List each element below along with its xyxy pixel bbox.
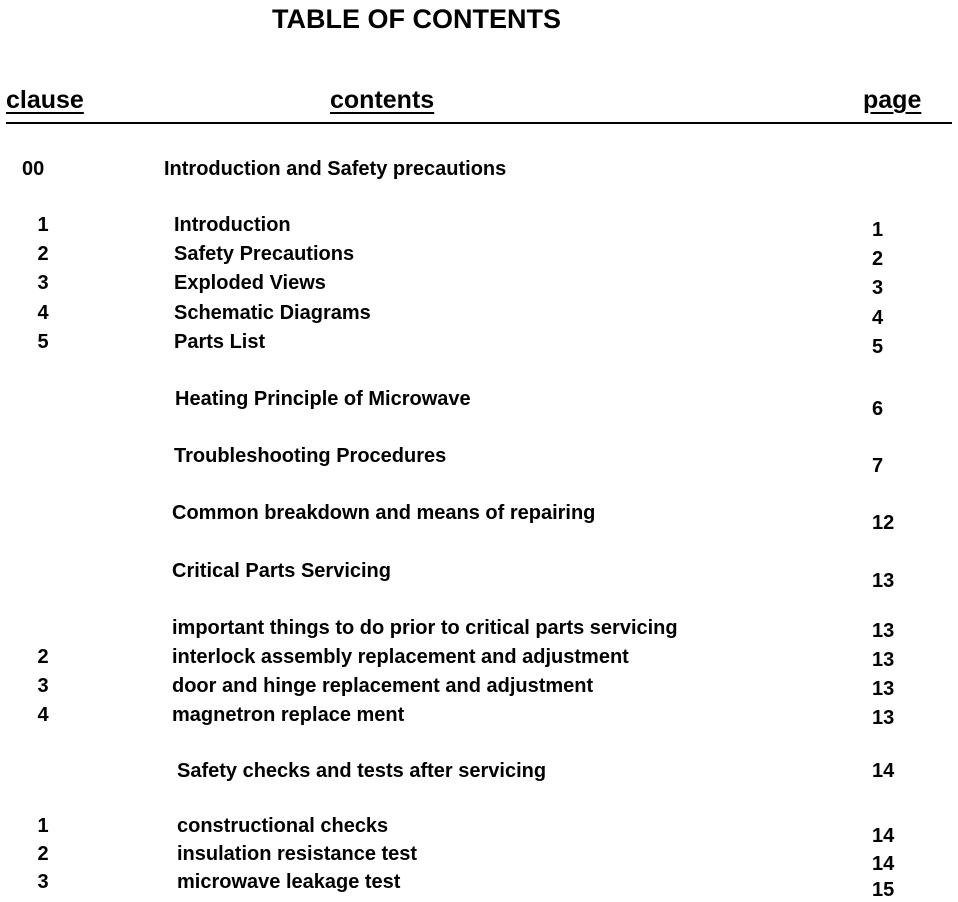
toc-entry: magnetron replace ment <box>172 704 405 726</box>
toc-page: 13 <box>872 570 895 592</box>
toc-page: 6 <box>872 398 884 420</box>
toc-clause: 1 <box>37 214 49 236</box>
toc-page: 7 <box>872 455 884 477</box>
toc-entry: Parts List <box>174 331 266 353</box>
toc-page: 13 <box>872 620 895 642</box>
toc-page: 15 <box>872 879 895 901</box>
toc-clause: 3 <box>37 871 49 893</box>
toc-entry: important things to do prior to critical parts servicing <box>172 617 678 639</box>
header-underline <box>6 122 952 124</box>
toc-entry: Exploded Views <box>174 272 326 294</box>
toc-page: 1 <box>872 219 884 241</box>
toc-page: 14 <box>872 825 895 847</box>
toc-entry: door and hinge replacement and adjustment <box>172 675 594 697</box>
toc-page: 13 <box>872 649 895 671</box>
toc-entry: interlock assembly replacement and adjustment <box>172 646 629 668</box>
header-contents: contents <box>330 86 435 114</box>
section-clause: 00 <box>22 158 45 180</box>
toc-entry: insulation resistance test <box>177 843 418 865</box>
toc-clause: 1 <box>37 815 49 837</box>
toc-entry: constructional checks <box>177 815 389 837</box>
toc-clause: 5 <box>37 331 49 353</box>
header-clause: clause <box>6 86 84 114</box>
toc-page: 12 <box>872 512 895 534</box>
toc-entry: Safety checks and tests after servicing <box>177 760 547 782</box>
toc-clause: 2 <box>37 243 49 265</box>
toc-page: 13 <box>872 678 895 700</box>
toc-page: 13 <box>872 707 895 729</box>
section-title: Introduction and Safety precautions <box>164 158 507 180</box>
toc-entry: Safety Precautions <box>174 243 355 265</box>
toc-page: 3 <box>872 277 884 299</box>
toc-entry: Troubleshooting Procedures <box>174 445 447 467</box>
toc-entry: Introduction <box>174 214 291 236</box>
toc-page: 4 <box>872 307 884 329</box>
toc-entry: Heating Principle of Microwave <box>175 388 471 410</box>
toc-page: 14 <box>872 760 895 782</box>
toc-entry: Critical Parts Servicing <box>172 560 391 582</box>
page-title: TABLE OF CONTENTS <box>272 4 561 34</box>
header-page: page <box>863 86 922 114</box>
toc-entry: microwave leakage test <box>177 871 401 893</box>
toc-entry: Schematic Diagrams <box>174 302 371 324</box>
toc-clause: 4 <box>37 302 49 324</box>
toc-entry: Common breakdown and means of repairing <box>172 502 596 524</box>
toc-clause: 3 <box>37 675 49 697</box>
toc-clause: 4 <box>37 704 49 726</box>
toc-page: 2 <box>872 248 884 270</box>
toc-page: 14 <box>872 853 895 875</box>
toc-clause: 2 <box>37 843 49 865</box>
toc-clause: 2 <box>37 646 49 668</box>
toc-clause: 3 <box>37 272 49 294</box>
toc-page: 5 <box>872 336 884 358</box>
